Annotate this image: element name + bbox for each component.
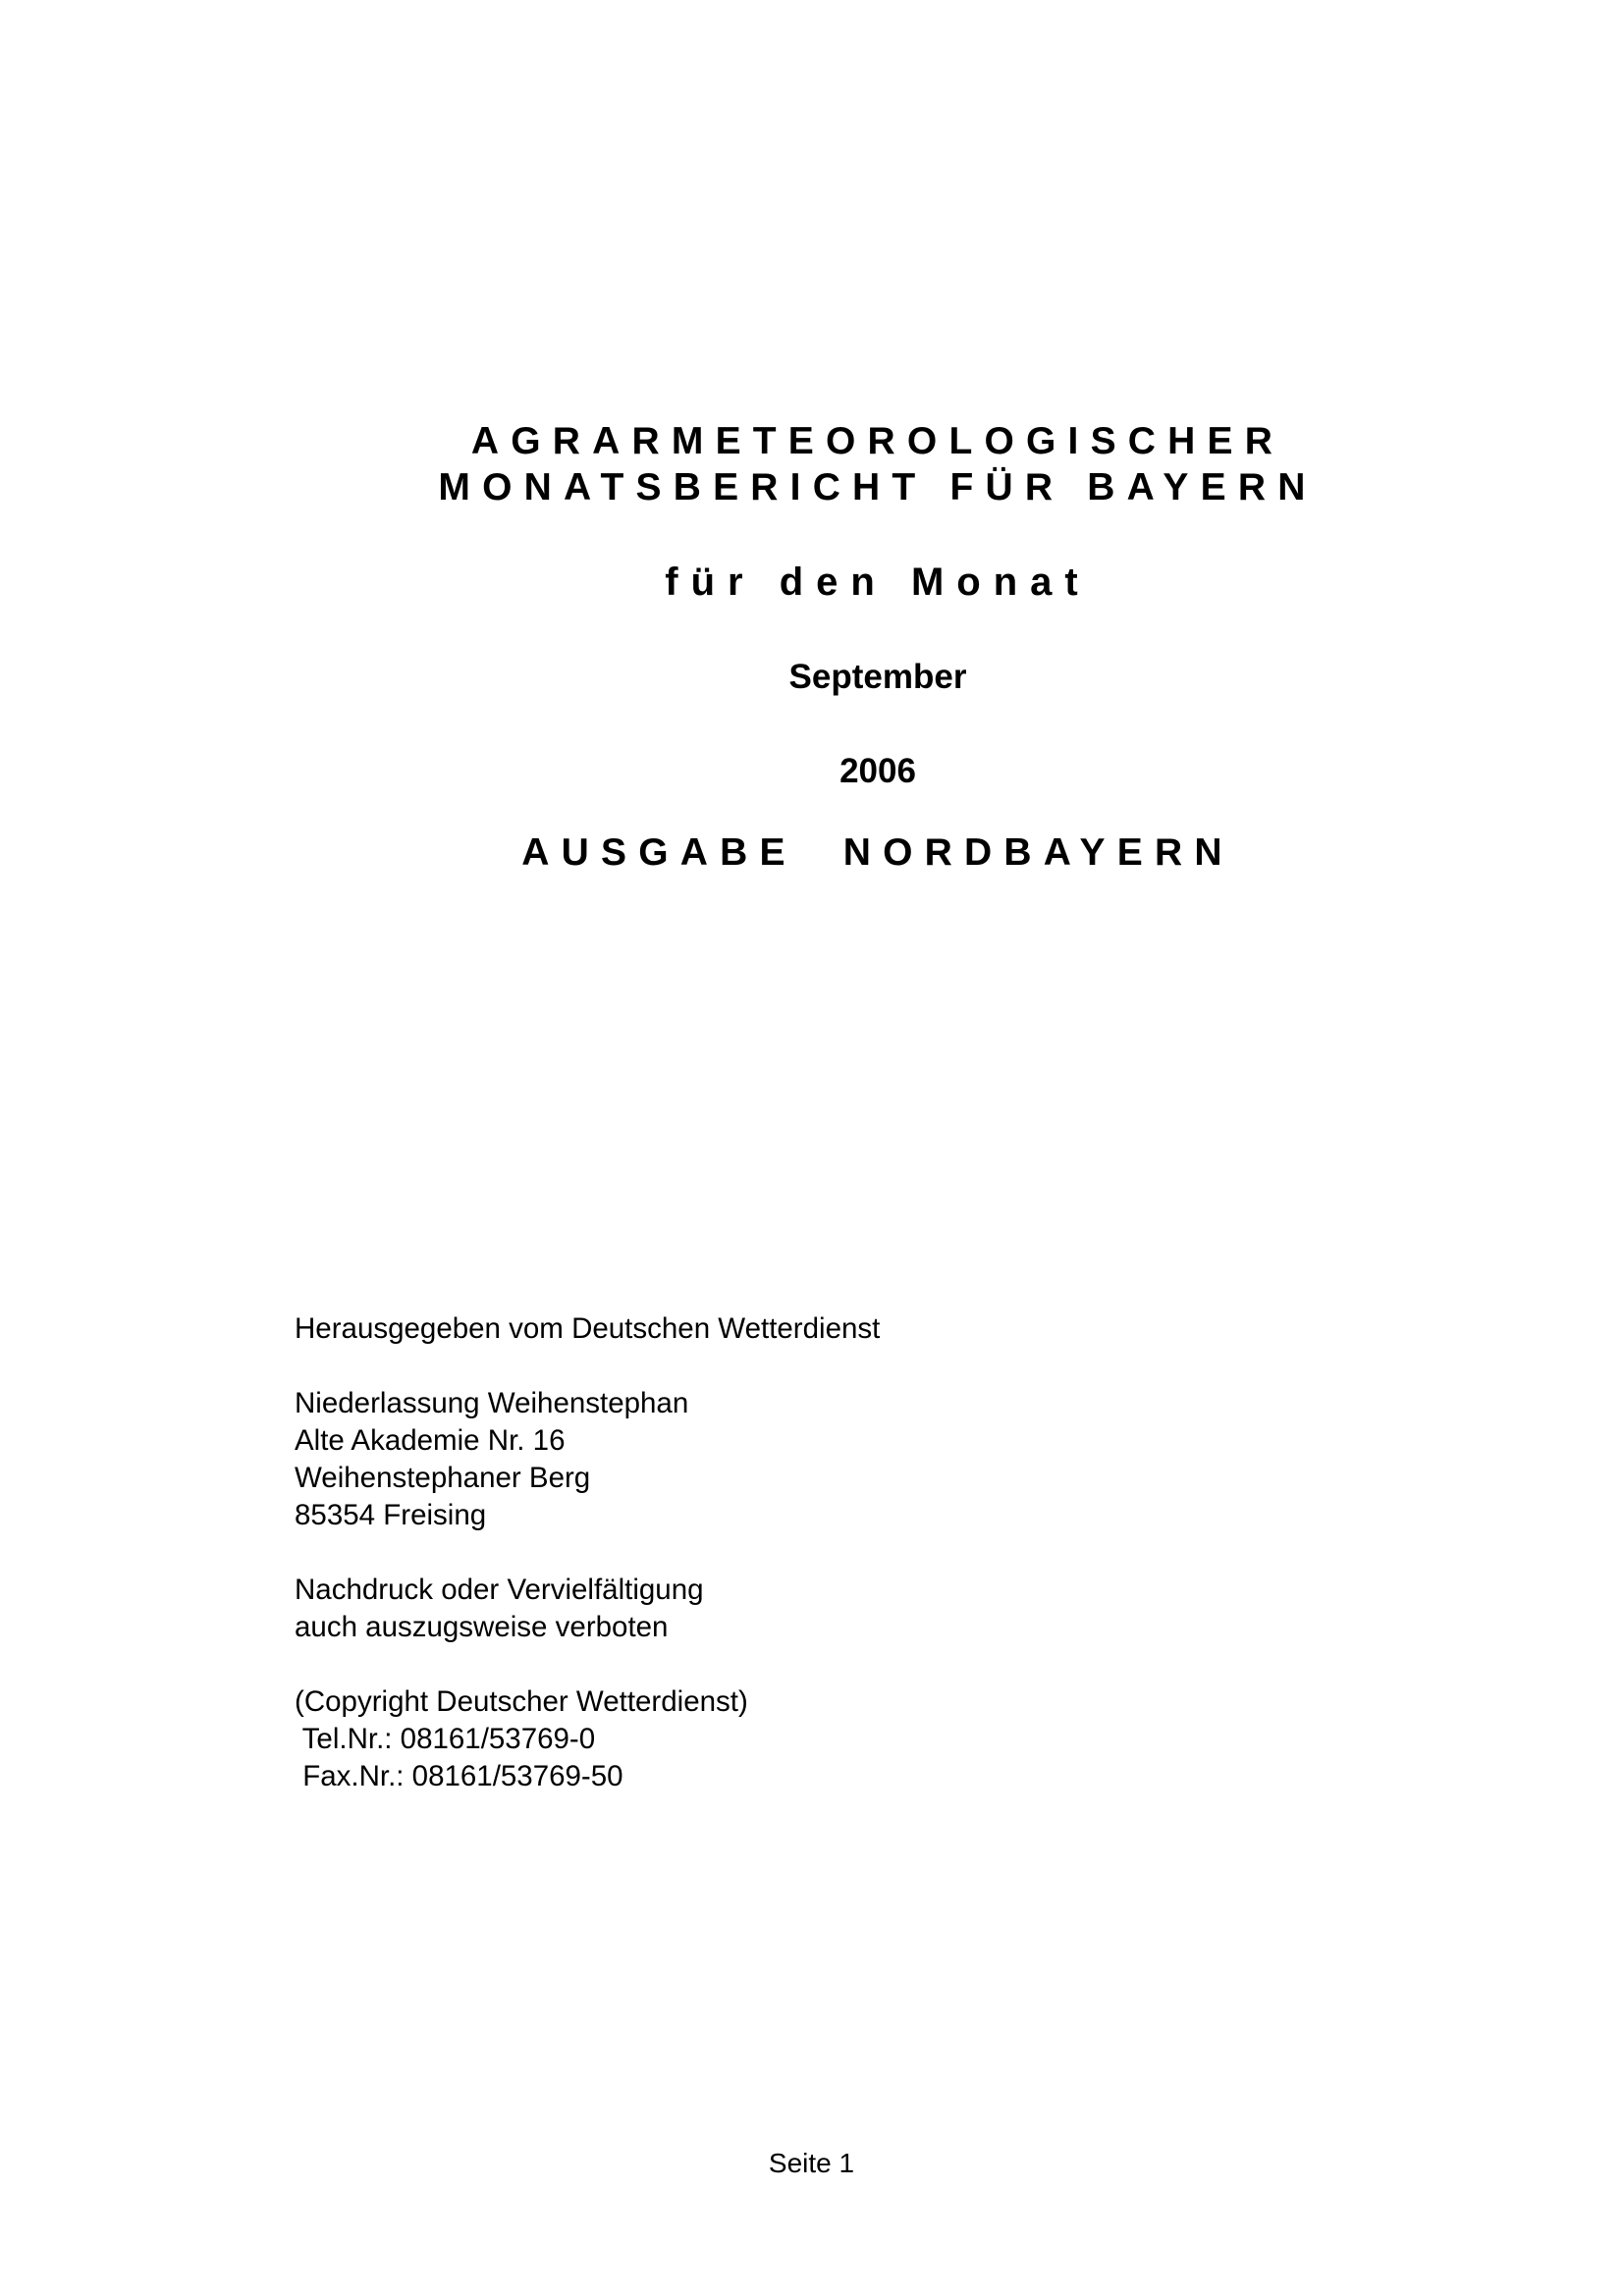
report-month: September — [788, 658, 967, 696]
month-label: für den Monat — [665, 561, 1091, 604]
office-name: Niederlassung Weihenstephan — [295, 1387, 689, 1419]
report-year: 2006 — [839, 752, 916, 790]
copyright: (Copyright Deutscher Wetterdienst) — [295, 1685, 748, 1718]
street-address: Alte Akademie Nr. 16 — [295, 1424, 566, 1457]
published-by: Herausgegeben vom Deutschen Wetterdienst — [295, 1312, 881, 1345]
page-number: Seite 1 — [768, 2148, 855, 2178]
title-line-1: AGRARMETEOROLOGISCHER — [470, 420, 1285, 462]
location: Weihenstephaner Berg — [295, 1462, 591, 1494]
title-line-2: MONATSBERICHT FÜR BAYERN — [438, 466, 1318, 508]
edition-title: AUSGABE NORDBAYERN — [521, 831, 1234, 874]
postal-city: 85354 Freising — [295, 1499, 487, 1531]
publisher-block — [295, 1310, 880, 1795]
fax: Fax.Nr.: 08161/53769-50 — [295, 1760, 623, 1792]
reprint-notice-1: Nachdruck oder Vervielfältigung — [295, 1574, 704, 1606]
telephone: Tel.Nr.: 08161/53769-0 — [295, 1723, 596, 1755]
reprint-notice-2: auch auszugsweise verboten — [295, 1611, 669, 1643]
